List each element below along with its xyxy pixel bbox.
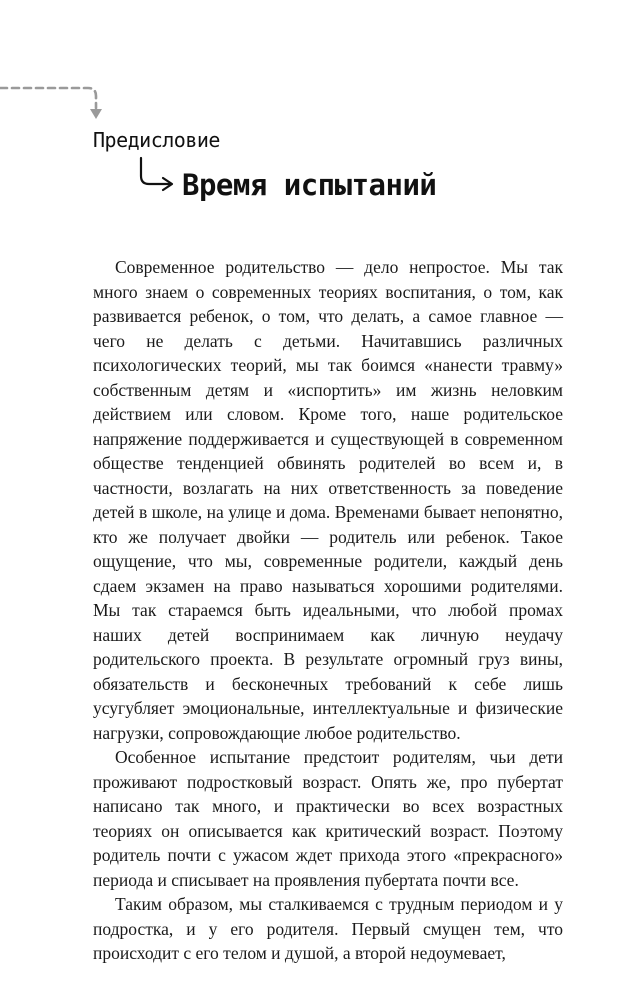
- paragraph-2: Особенное испытание предстоит родителям, чьи дети проживают подростковый возраст. Опять же, про пубертат написано так много, и практически во всех возрастных теориях он описывается как критический возраст. Поэтому родитель почти с ужасом ждет прихода этого «прекрасного» периода и списывает на проявления пубертата почти все.: [93, 747, 563, 890]
- paragraph-3: Таким образом, мы сталкиваемся с трудным периодом и у подростка, и у его родителя. Первый смущен тем, что происходит с его телом и душой, а второй недоумевает,: [93, 894, 563, 963]
- section-label: Предисловие: [93, 128, 220, 152]
- dashed-arrow-icon: [0, 88, 102, 119]
- paragraph-1: Современное родительство — дело непростое. Мы так много знаем о современных теориях воспитания, о том, как развивается ребенок, о том, что делать, а самое главное — чего не делать с детьми. Начитавшись различных психологических теорий, мы так боимся «нанести травму» собственным детям и «испортить» им жизнь неловким действием или словом. Кроме того, наше родительское напряжение поддерживается и существующей в современном обществе тенденцией обвинять родителей во всем и, в частности, возлагать на них ответственность за поведение детей в школе, на улице и дома. Временами бывает непонятно, кто же получает двойки — родитель или ребенок. Такое ощущение, что мы, современные родители, каждый день сдаем экзамен на право называться хорошими родителями. Мы так стараемся быть идеальными, что любой промах наших детей воспринимаем как личную неудачу родительского проекта. В результате огромный груз вины, обязательств и бесконечных требований к себе лишь усугубляет эмоциональные, интеллектуальные и физические нагрузки, сопровождающие любое родительство.: [93, 257, 563, 743]
- curved-arrow-icon: [141, 158, 172, 190]
- body-text: [93, 255, 563, 966]
- chapter-title: Время испытаний: [182, 168, 437, 202]
